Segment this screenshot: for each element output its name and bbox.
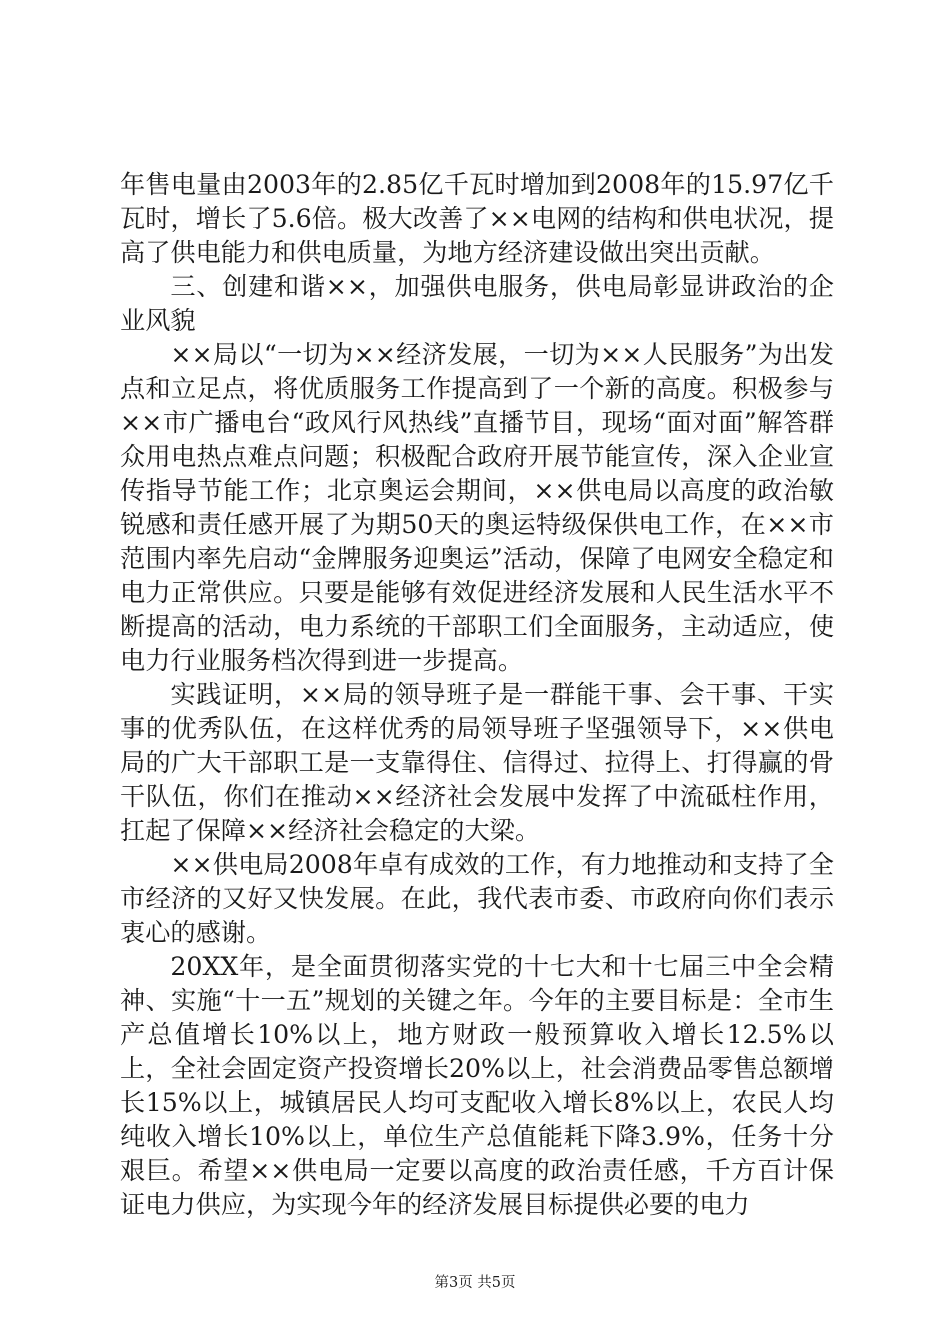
page-footer [0, 1273, 950, 1293]
paragraph-5: ××供电局2008年卓有成效的工作，有力地推动和支持了全市经济的又好又快发展。在此，我代表市委、市政府向你们表示衷心的感谢。 [120, 850, 834, 947]
paragraph-6: 20XX年，是全面贯彻落实党的十七大和十七届三中全会精神、实施“十一五”规划的关键之年。今年的主要目标是：全市生产总值增长10%以上，地方财政一般预算收入增长12.5%以上，全社会固定资产投资增长20%以上，社会消费品零售总额增长15%以上，城镇居民人均可支配收入增长8%以上，农民人均纯收入增长10%以上，单位生产总值能耗下降3.9%，任务十分艰巨。希望××供电局一定要以高度的政治责任感，千方百计保证电力供应，为实现今年的经济发展目标提供必要的电力 [120, 952, 834, 1219]
paragraph-2-section-heading: 三、创建和谐××，加强供电服务，供电局彰显讲政治的企业风貌 [120, 272, 834, 335]
paragraph-3: ××局以“一切为××经济发展，一切为××人民服务”为出发点和立足点，将优质服务工作提高到了一个新的高度。积极参与××市广播电台“政风行风热线”直播节目，现场“面对面”解答群众用电热点难点问题；积极配合政府开展节能宣传，深入企业宣传指导节能工作；北京奥运会期间，××供电局以高度的政治敏锐感和责任感开展了为期50天的奥运特级保供电工作，在××市范围内率先启动“金牌服务迎奥运”活动，保障了电网安全稳定和电力正常供应。只要是能够有效促进经济发展和人民生活水平不断提高的活动，电力系统的干部职工们全面服务，主动适应，使电力行业服务档次得到进一步提高。 [120, 340, 834, 675]
document-body [120, 168, 834, 1222]
page-indicator: 第3页 共5页 [434, 1275, 516, 1291]
paragraph-1: 年售电量由2003年的2.85亿千瓦时增加到2008年的15.97亿千瓦时，增长了5.6倍。极大改善了××电网的结构和供电状况，提高了供电能力和供电质量，为地方经济建设做出突出贡献。 [120, 170, 834, 267]
paragraph-4: 实践证明，××局的领导班子是一群能干事、会干事、干实事的优秀队伍，在这样优秀的局领导班子坚强领导下，××供电局的广大干部职工是一支靠得住、信得过、拉得上、打得赢的骨干队伍，你们在推动××经济社会发展中发挥了中流砥柱作用，扛起了保障××经济社会稳定的大梁。 [120, 680, 834, 845]
